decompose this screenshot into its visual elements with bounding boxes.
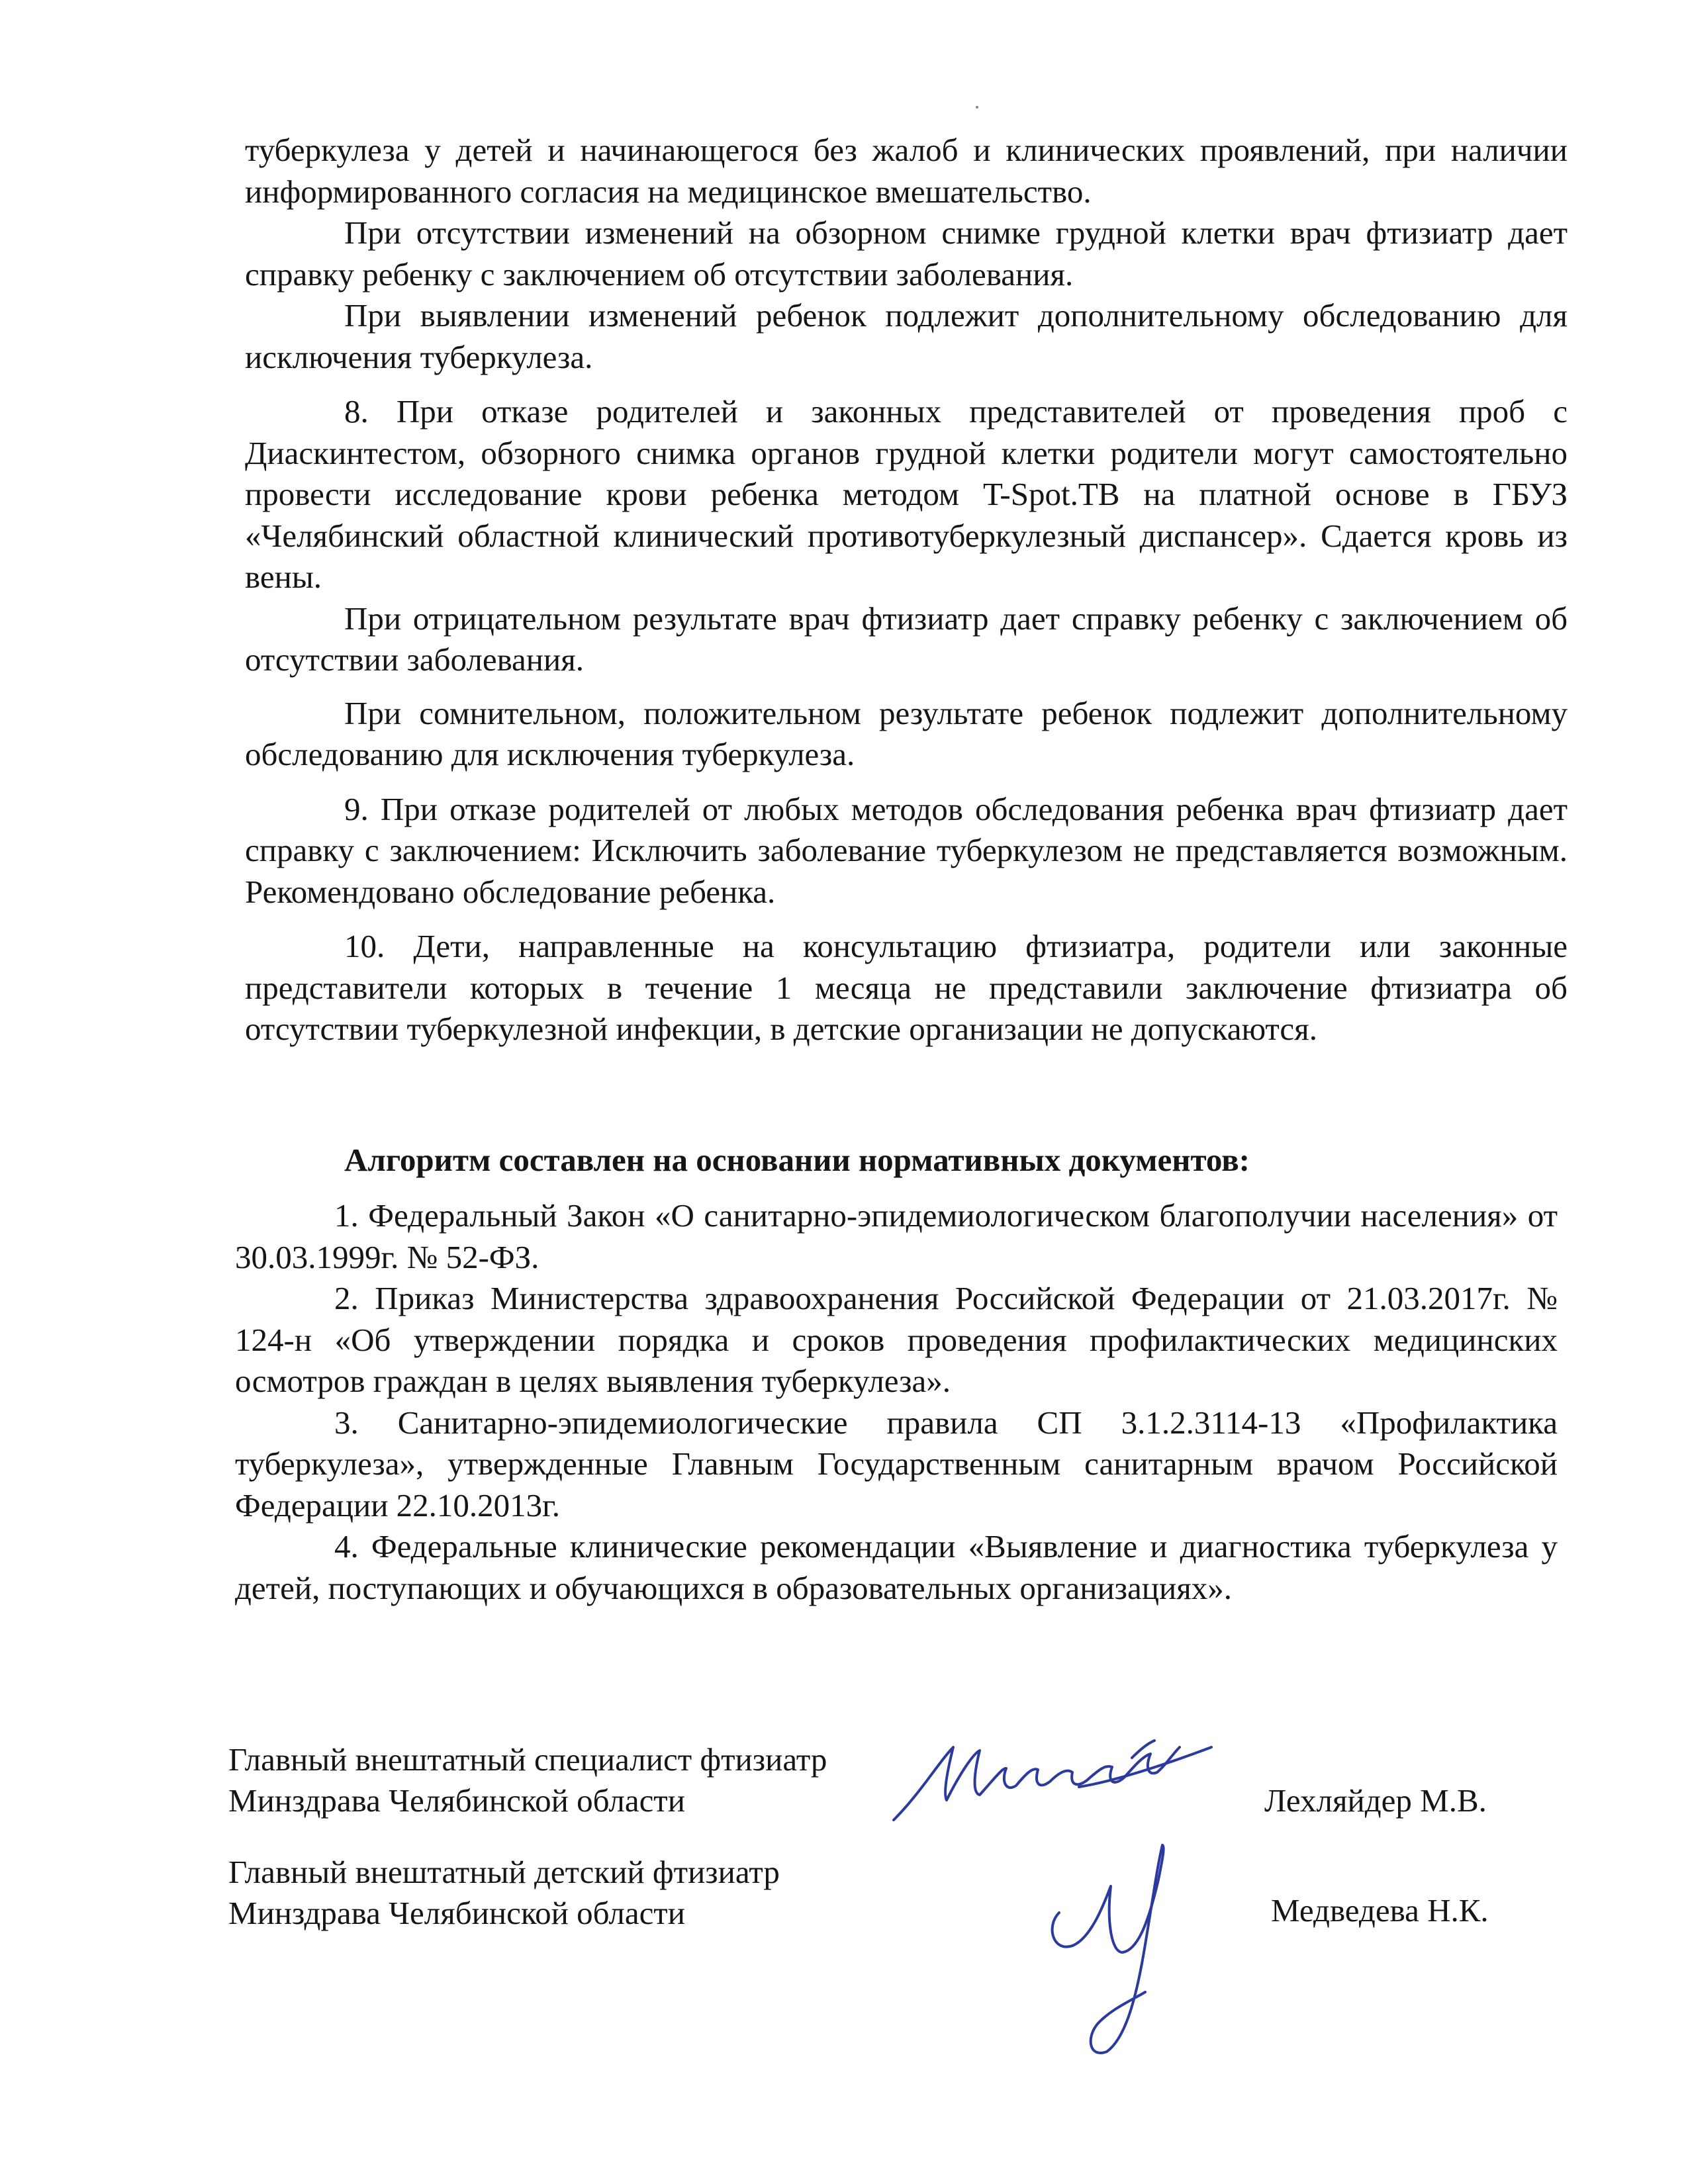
sources-heading: Алгоритм составлен на основании нормативных документов: [344, 1142, 1250, 1178]
paragraph-negative-result: При отрицательном результате врач фтизиатр дает справку ребенку с заключением об отсутствии заболевания. [245, 600, 1568, 678]
signatory-title-2-line2: Минздрава Челябинской области [228, 1895, 685, 1931]
source-item-3: 3. Санитарно-эпидемиологические правила СП 3.1.2.3114-13 «Профилактика туберкулеза», утвержденные Главным Государственным санитарным врачом Российской Федерации 22.10.2013г. [235, 1404, 1558, 1524]
document-body [245, 130, 1568, 1050]
scan-speck [976, 106, 978, 109]
sources-list [235, 1195, 1558, 1609]
signatory-title-1-line1: Главный внештатный специалист фтизиатр [228, 1741, 827, 1778]
signature-1-image [880, 1721, 1225, 1840]
paragraph-positive-result: При сомнительном, положительном результате ребенок подлежит дополнительному обследованию для исключения туберкулеза. [245, 694, 1568, 772]
paragraph-item-8: 8. При отказе родителей и законных представителей от проведения проб с Диаскинтестом, обзорного снимка органов грудной клетки родители могут самостоятельно провести исследование крови ребенка методом T-Spot.TB на платной основе в ГБУЗ «Челябинский областной клинический противотуберкулезный диспансер». Сдается кровь из вены. [245, 393, 1568, 595]
signatory-title-2 [228, 1852, 780, 1934]
signatory-title-2-line1: Главный внештатный детский фтизиатр [228, 1854, 780, 1890]
paragraph-continuation: туберкулеза у детей и начинающегося без жалоб и клинических проявлений, при наличии информированного согласия на медицинское вмешательство. [245, 132, 1568, 210]
paragraph-item-10: 10. Дети, направленные на консультацию фтизиатра, родители или законные представители которых в течение 1 месяца не представили заключение фтизиатра об отсутствии туберкулезной инфекции, в детские организации не допускаются. [245, 928, 1568, 1047]
paragraph-item-9: 9. При отказе родителей от любых методов обследования ребенка врач фтизиатр дает справку с заключением: Исключить заболевание туберкулезом не представляется возможным. Рекомендовано обследование ребенка. [245, 790, 1568, 910]
signatory-title-1 [228, 1739, 827, 1821]
paragraph-changes-found: При выявлении изменений ребенок подлежит дополнительному обследованию для исключения туберкулеза. [245, 297, 1568, 375]
source-item-1: 1. Федеральный Закон «О санитарно-эпидемиологическом благополучии населения» от 30.03.1999г. № 52-ФЗ. [235, 1197, 1558, 1275]
signatory-title-1-line2: Минздрава Челябинской области [228, 1782, 685, 1819]
signatory-name-1: Лехляйдер М.В. [1264, 1782, 1487, 1819]
signatory-name-2: Медведева Н.К. [1271, 1892, 1489, 1929]
signature-2-image [1033, 1827, 1205, 2065]
paragraph-no-changes: При отсутствии изменений на обзорном снимке грудной клетки врач фтизиатр дает справку ребенку с заключением об отсутствии заболевания. [245, 214, 1568, 293]
source-item-4: 4. Федеральные клинические рекомендации «Выявление и диагностика туберкулеза у детей, поступающих и обучающихся в образовательных организациях». [235, 1528, 1558, 1606]
source-item-2: 2. Приказ Министерства здравоохранения Российской Федерации от 21.03.2017г. № 124-н «Об утверждении порядка и сроков проведения профилактических медицинских осмотров граждан в целях выявления туберкулеза». [235, 1280, 1558, 1399]
